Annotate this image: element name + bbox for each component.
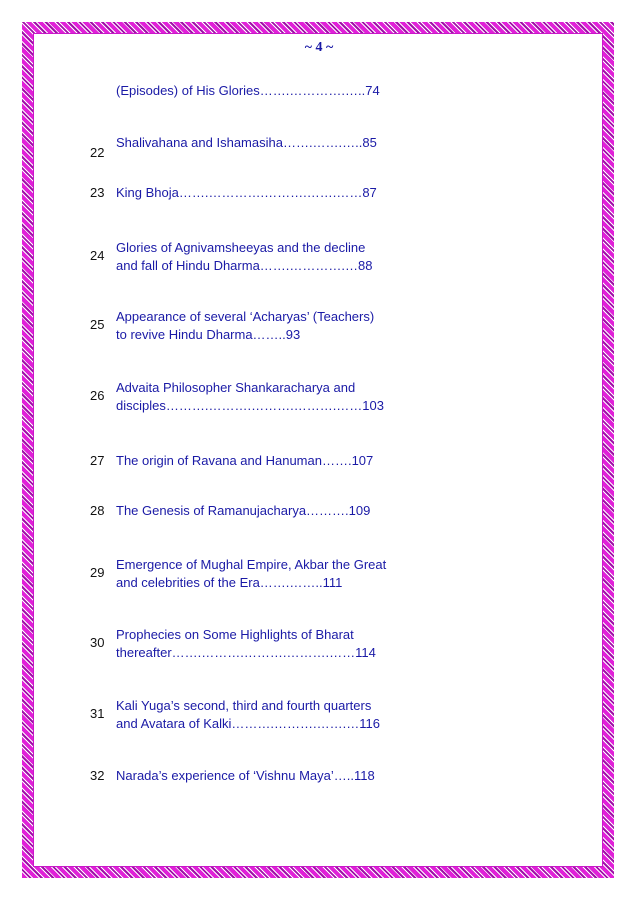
toc-entry-number: 23: [90, 185, 105, 200]
toc-entry-text: Kali Yuga’s second, third and fourth quarters and Avatara of Kalki……….……….…….…116: [116, 698, 380, 731]
toc-entry-text: (Episodes) of His Glories…….………….…..74: [116, 83, 380, 98]
toc-entry-text: The origin of Ravana and Hanuman…….107: [116, 453, 374, 468]
toc-entry-number: 24: [90, 248, 105, 263]
toc-entry-number: 26: [90, 388, 105, 403]
toc-entry-text: Emergence of Mughal Empire, Akbar the Great and celebrities of the Era…….……..111: [116, 557, 387, 590]
toc-entry-number: 32: [90, 768, 105, 783]
toc-entry-text: King Bhoja…….………….……….…….……87: [116, 185, 377, 200]
toc-entry-text: Advaita Philosopher Shankaracharya and disciples……….……….……….……….……103: [116, 380, 384, 413]
toc-entry-number: 28: [90, 503, 105, 518]
toc-entry-number: 29: [90, 565, 105, 580]
toc-entry-text: Shalivahana and Ishamasiha…….…….…..85: [116, 135, 377, 150]
toc-entry-number: 22: [90, 145, 105, 160]
toc-entry-text: Appearance of several ‘Acharyas’ (Teachers) to revive Hindu Dharma……..93: [116, 309, 375, 342]
toc-entry-number: 30: [90, 635, 105, 650]
toc-entry-text: Narada’s experience of ‘Vishnu Maya’…..118: [116, 768, 375, 783]
toc-entry-number: 25: [90, 317, 105, 332]
toc-entry-text: Glories of Agnivamsheeyas and the decline and fall of Hindu Dharma…….………….…88: [116, 240, 373, 273]
toc-entry-number: 31: [90, 706, 105, 721]
page-number: ~ 4 ~: [304, 40, 334, 55]
toc-entry-text: The Genesis of Ramanujacharya……….109: [116, 503, 371, 518]
toc-entry-number: 27: [90, 453, 105, 468]
page-border-inner-line: [33, 33, 603, 867]
toc-entry-text: Prophecies on Some Highlights of Bharat thereafter…….……….……….……….……114: [116, 627, 376, 660]
